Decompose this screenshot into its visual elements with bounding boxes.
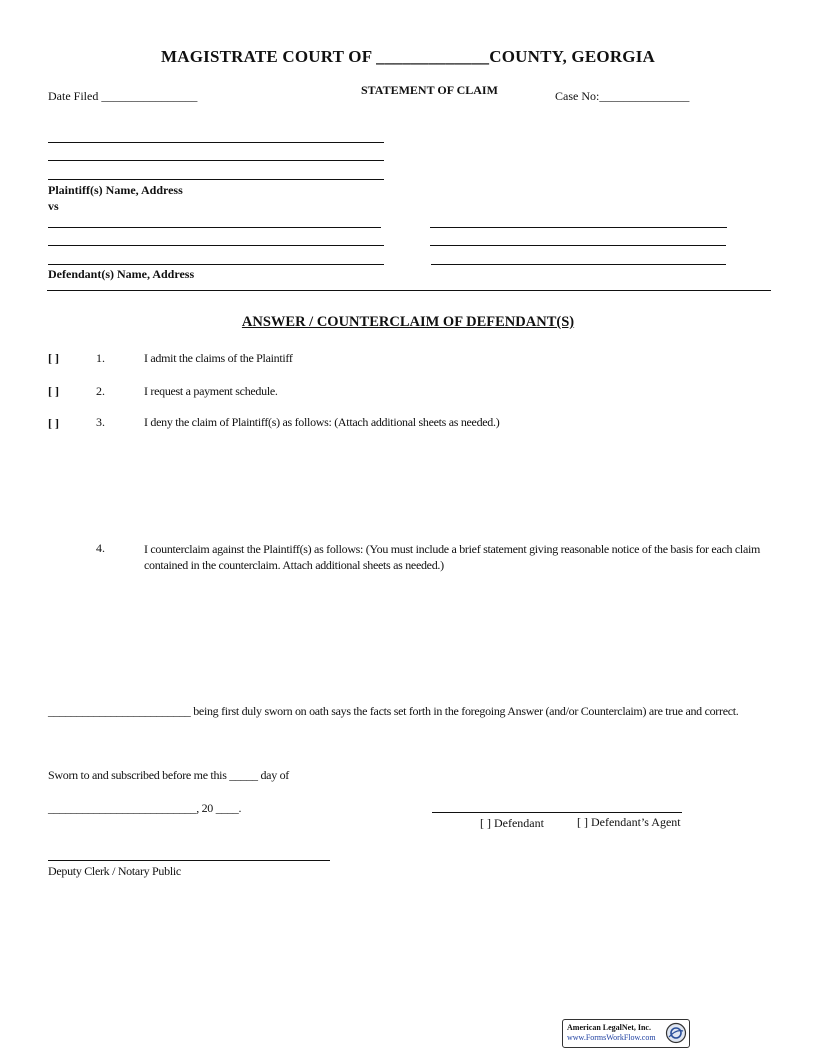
item-2-checkbox[interactable]: [ ]	[48, 384, 59, 398]
globe-icon	[665, 1022, 687, 1044]
plaintiff-line-1[interactable]	[48, 142, 384, 143]
plaintiff-line-2[interactable]	[48, 160, 384, 161]
case-no-label: Case No:	[555, 89, 600, 103]
sworn-text: Sworn to and subscribed before me this _____ day of	[48, 768, 289, 782]
defendant-agent-checkbox[interactable]: [ ] Defendant’s Agent	[577, 815, 681, 829]
section-divider	[47, 290, 771, 291]
footer-logo	[562, 1019, 690, 1048]
clerk-label: Deputy Clerk / Notary Public	[48, 864, 181, 878]
vs-label: vs	[48, 199, 59, 213]
item-3-text: I deny the claim of Plaintiff(s) as follows: (Attach additional sheets as needed.)	[144, 415, 500, 429]
case-no-blank[interactable]: _______________	[599, 89, 690, 103]
defendant-right-line-2[interactable]	[430, 245, 726, 246]
statement-of-claim-label: STATEMENT OF CLAIM	[361, 83, 498, 97]
defendant-line-2[interactable]	[48, 245, 384, 246]
defendant-line-1[interactable]	[48, 227, 381, 228]
date-filed-field[interactable]	[48, 89, 197, 104]
oath-name-blank[interactable]: _________________________	[48, 704, 191, 718]
date-filed-label: Date Filed	[48, 89, 99, 103]
signature-line[interactable]	[432, 812, 682, 813]
answer-heading: ANSWER / COUNTERCLAIM OF DEFENDANT(S)	[241, 314, 575, 330]
item-3-number: 3.	[96, 415, 105, 429]
oath-text: being first duly sworn on oath says the facts set forth in the foregoing Answer (and/or Counterclaim) are true and correct.	[193, 704, 739, 718]
plaintiff-line-3[interactable]	[48, 179, 384, 180]
defendant-line-3[interactable]	[48, 264, 384, 265]
defendant-right-line-3[interactable]	[431, 264, 726, 265]
item-1-text: I admit the claims of the Plaintiff	[144, 351, 293, 365]
defendant-right-line-1[interactable]	[430, 227, 727, 228]
defendant-checkbox[interactable]: [ ] Defendant	[480, 816, 544, 830]
item-4-text: I counterclaim against the Plaintiff(s) as follows: (You must include a brief statement giving reasonable notice of the basis for each claim contained in the counterclaim. Attach additional sheets as needed.)	[144, 542, 761, 572]
footer-url[interactable]: www.FormsWorkFlow.com	[567, 1033, 656, 1042]
item-2-text: I request a payment schedule.	[144, 384, 278, 398]
court-title: MAGISTRATE COURT OF _____________COUNTY, GEORGIA	[160, 47, 656, 66]
item-1-checkbox[interactable]: [ ]	[48, 351, 59, 365]
case-no-field[interactable]	[555, 89, 689, 104]
item-1-number: 1.	[96, 351, 105, 365]
clerk-signature-line[interactable]	[48, 860, 330, 861]
sworn-date-line[interactable]: __________________________, 20 ____.	[48, 801, 242, 815]
item-2-number: 2.	[96, 384, 105, 398]
footer-brand: American LegalNet, Inc.	[567, 1023, 651, 1032]
date-filed-blank[interactable]: ________________	[101, 89, 198, 103]
item-3-checkbox[interactable]: [ ]	[48, 416, 59, 430]
defendant-label: Defendant(s) Name, Address	[48, 267, 195, 281]
oath-statement	[48, 703, 764, 720]
plaintiff-label: Plaintiff(s) Name, Address	[48, 183, 183, 197]
item-4-number: 4.	[96, 541, 105, 555]
